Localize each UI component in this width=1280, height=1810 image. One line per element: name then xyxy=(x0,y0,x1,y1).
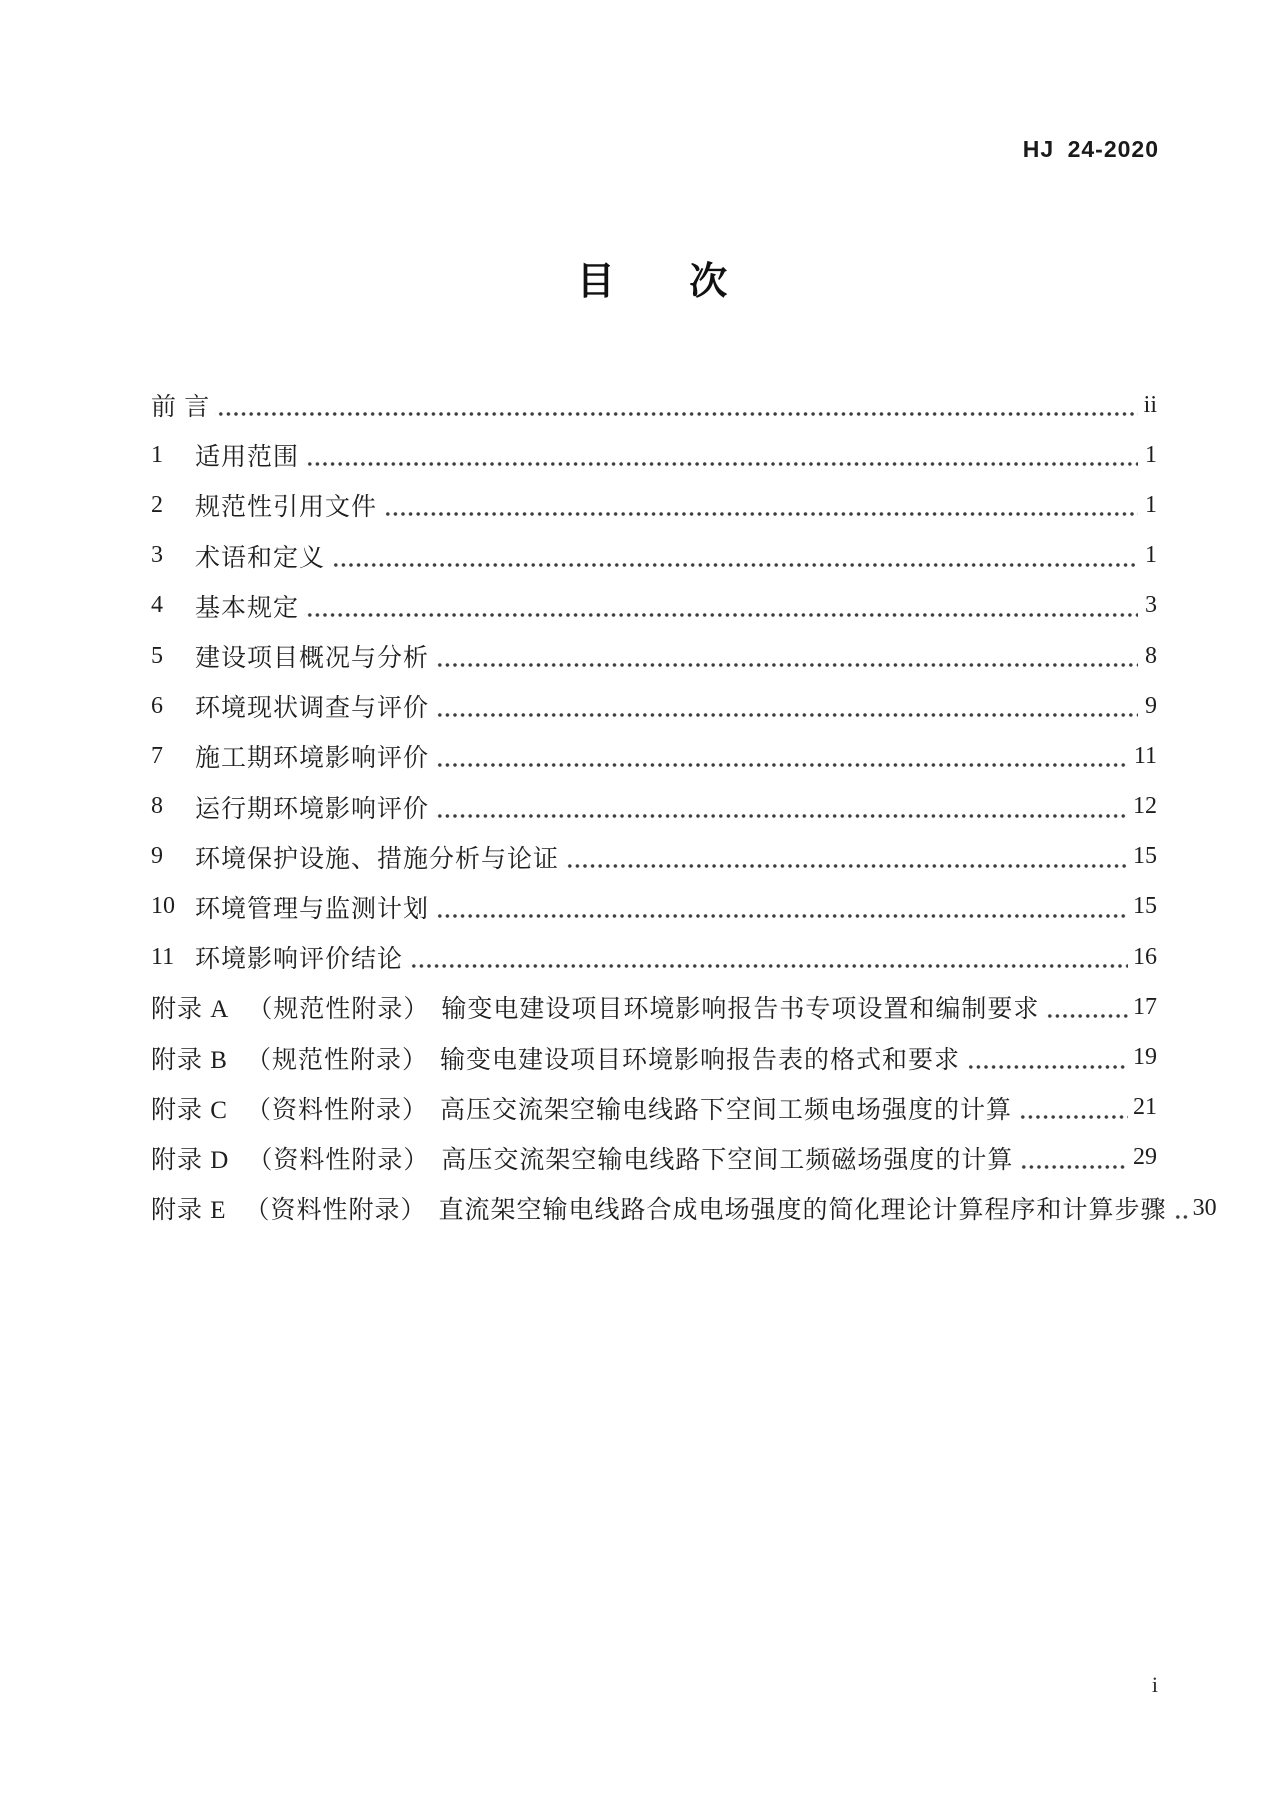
toc-entry-page: ii xyxy=(1143,391,1157,418)
toc-entry-number: 4 xyxy=(151,592,163,619)
toc-appendix-type: （资料性附录） xyxy=(247,1146,430,1174)
toc-entry-number: 5 xyxy=(151,642,163,669)
toc-entry xyxy=(151,480,1157,530)
toc-entry-title: 运行期环境影响评价 xyxy=(195,795,430,823)
toc-entry-page: 21 xyxy=(1133,1094,1157,1121)
toc-appendix-type: （资料性附录） xyxy=(244,1197,427,1225)
toc-entry-title: 高压交流架空输电线路下空间工频磁场强度的计算 xyxy=(441,1146,1014,1174)
toc-entry-number: 9 xyxy=(151,843,163,870)
toc-entry-page: 1 xyxy=(1145,441,1157,468)
toc-appendix-label: 附录 A xyxy=(151,996,230,1024)
toc-entry xyxy=(151,681,1157,731)
toc-entry-page: 16 xyxy=(1133,943,1157,970)
dot-leader xyxy=(1172,1214,1188,1220)
toc-entry xyxy=(151,882,1157,932)
toc-entry-title: 适用范围 xyxy=(195,444,300,472)
toc-entry-appendix xyxy=(151,1133,1157,1183)
dot-leader xyxy=(434,762,1129,768)
dot-leader xyxy=(304,461,1138,467)
toc-appendix-label: 附录 D xyxy=(151,1146,230,1174)
toc-entry xyxy=(151,782,1157,832)
dot-leader xyxy=(330,562,1138,568)
toc-entry-page: 8 xyxy=(1145,642,1157,669)
toc-entry-title: 高压交流架空输电线路下空间工频电场强度的计算 xyxy=(439,1096,1012,1124)
toc-entry-number: 1 xyxy=(151,441,163,468)
dot-leader xyxy=(434,712,1138,718)
toc-entry-title: 输变电建设项目环境影响报告表的格式和要求 xyxy=(439,1046,960,1074)
toc-entry-number: 8 xyxy=(151,793,163,820)
toc-entry-page: 1 xyxy=(1145,491,1157,518)
toc-entry-number: 6 xyxy=(151,692,163,719)
toc-appendix-label: 附录 B xyxy=(151,1046,228,1074)
dot-leader xyxy=(434,813,1128,819)
dot-leader xyxy=(382,511,1138,517)
toc-appendix-type: （规范性附录） xyxy=(245,1046,428,1074)
toc-entry-foreword xyxy=(151,380,1157,430)
toc-appendix-type: （资料性附录） xyxy=(245,1096,428,1124)
toc-entry xyxy=(151,631,1157,681)
toc-entry xyxy=(151,531,1157,581)
toc-entry xyxy=(151,430,1157,480)
toc-entry-page: 15 xyxy=(1133,843,1157,870)
toc-entry-page: 30 xyxy=(1192,1194,1217,1221)
toc-entry-appendix xyxy=(151,1183,1217,1233)
toc-appendix-label: 附录 E xyxy=(151,1197,227,1225)
toc-entry-title: 规范性引用文件 xyxy=(195,494,378,522)
toc-entry-page: 17 xyxy=(1133,993,1157,1020)
toc-entry xyxy=(151,832,1157,882)
toc-entry-page: 3 xyxy=(1145,592,1157,619)
toc-entry-title: 环境影响评价结论 xyxy=(195,946,404,974)
toc-entry-appendix xyxy=(151,1083,1157,1133)
toc-entry-page: 11 xyxy=(1133,742,1157,769)
toc-entry-title: 环境现状调查与评价 xyxy=(195,695,430,723)
toc-entry-page: 19 xyxy=(1133,1044,1157,1071)
dot-leader xyxy=(1018,1164,1128,1170)
dot-leader xyxy=(434,662,1138,668)
toc-entry-page: 1 xyxy=(1145,542,1157,569)
dot-leader xyxy=(1017,1114,1128,1120)
toc-entry-number: 7 xyxy=(151,742,163,769)
dot-leader xyxy=(434,913,1128,919)
toc-entry-number: 11 xyxy=(151,943,175,970)
dot-leader xyxy=(408,963,1128,969)
toc-entry xyxy=(151,731,1157,781)
toc-entry xyxy=(151,932,1157,982)
toc-entry-page: 12 xyxy=(1133,793,1157,820)
page-number: i xyxy=(1151,1672,1158,1697)
toc-appendix-label: 附录 C xyxy=(151,1096,228,1124)
toc-entry-title: 建设项目概况与分析 xyxy=(195,645,430,673)
toc-entry-title: 直流架空输电线路合成电场强度的简化理论计算程序和计算步骤 xyxy=(438,1197,1167,1225)
toc-entry-number: 3 xyxy=(151,542,163,569)
dot-leader xyxy=(965,1064,1128,1070)
toc-entry-title: 施工期环境影响评价 xyxy=(195,745,430,773)
standard-code: HJ 24-2020 xyxy=(1022,136,1159,162)
toc-entry-appendix xyxy=(151,982,1157,1032)
toc-entry-title: 环境保护设施、措施分析与论证 xyxy=(195,845,560,873)
toc-entry-page: 29 xyxy=(1133,1144,1157,1171)
toc-entry-title: 术语和定义 xyxy=(195,544,326,572)
toc-entry-appendix xyxy=(151,1032,1157,1082)
toc-entry-title: 输变电建设项目环境影响报告书专项设置和编制要求 xyxy=(441,996,1040,1024)
toc-entry xyxy=(151,581,1157,631)
dot-leader xyxy=(1044,1013,1128,1019)
toc-appendix-type: （规范性附录） xyxy=(247,996,430,1024)
toc-entry-title: 环境管理与监测计划 xyxy=(195,895,430,923)
toc-entry-title: 基本规定 xyxy=(195,594,300,622)
toc-entry-page: 9 xyxy=(1145,692,1157,719)
dot-leader xyxy=(564,863,1128,869)
toc-entry-page: 15 xyxy=(1133,893,1157,920)
table-of-contents xyxy=(151,380,1217,1233)
dot-leader xyxy=(215,411,1138,417)
toc-entry-number: 10 xyxy=(151,893,175,920)
page-title: 目 次 xyxy=(576,261,730,303)
dot-leader xyxy=(304,612,1138,618)
toc-entry-number: 2 xyxy=(151,491,163,518)
toc-entry-title: 前 言 xyxy=(151,394,211,422)
